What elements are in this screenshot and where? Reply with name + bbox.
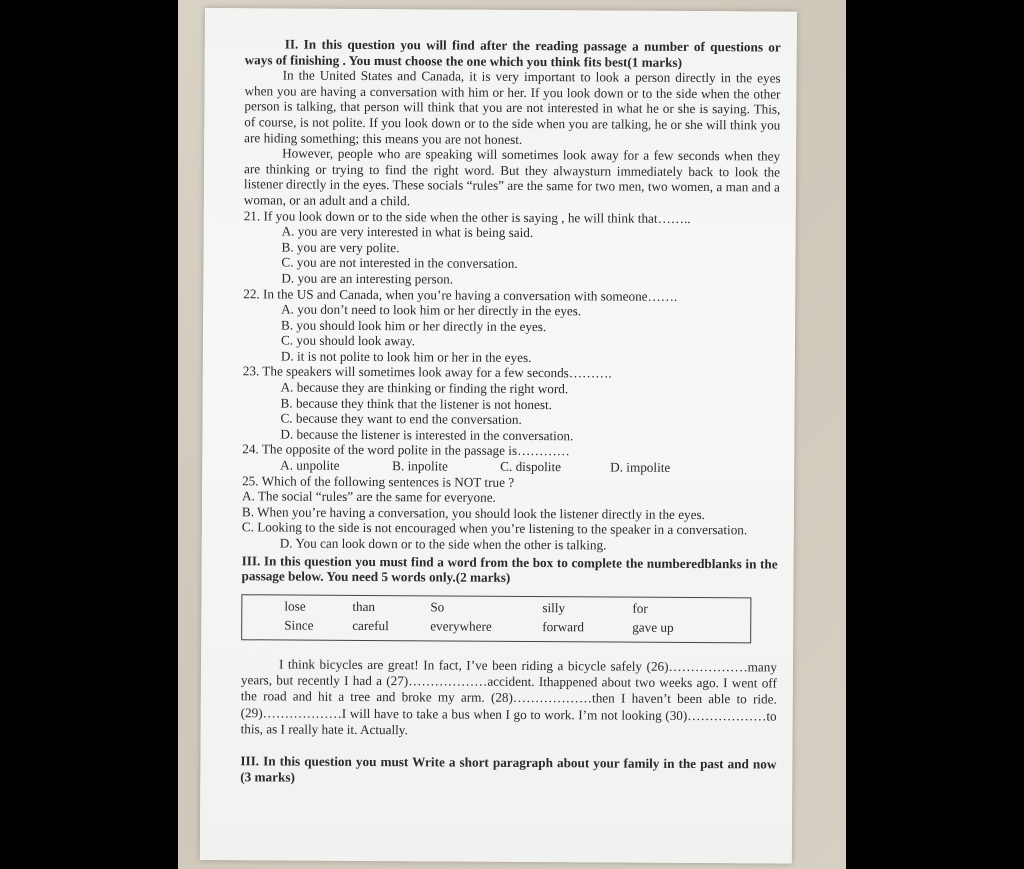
- question-21-stem: 21. If you look down or to the side when the other is saying , he will think that……..: [243, 207, 691, 226]
- question-24-option-b: B. inpolite: [392, 458, 448, 474]
- word-for: for: [632, 601, 648, 617]
- question-25-option-b: B. When you’re having a conversation, you should look the listener directly in the eyes.: [241, 504, 706, 522]
- question-22-stem: 22. In the US and Canada, when you’re having a conversation with someone…….: [243, 285, 678, 304]
- word-silly: silly: [542, 600, 566, 616]
- question-23-option-d: D. because the listener is interested in the conversation.: [280, 426, 574, 444]
- word-so: So: [430, 599, 445, 615]
- word-gave-up: gave up: [632, 620, 674, 636]
- word-since: Since: [284, 617, 314, 634]
- question-23: [242, 364, 778, 445]
- question-21-option-a: A. you are very interested in what is being said.: [281, 223, 534, 241]
- word-careful: careful: [352, 618, 389, 634]
- section2-heading: II. In this question you will find after the reading passage a number of questions or ways of finishing . You must choose the one which you think fits best(1 marks): [244, 36, 781, 70]
- section3-heading: III. In this question you must find a word from the box to complete the numberedblanks in the passage below. You need 5 words only.(2 marks): [241, 552, 778, 586]
- cloze-passage: I think bicycles are great! In fact, I’ve been riding a bicycle safely (26)………………many years, but recently I had a (27)………………accident. Ithappened about two weeks ago. I went off the road and hit a tree and broke my arm. (28)………………then I haven’t been able to ride. (29)………………I will have to take a bus when I go to work. I’m not looking (30)………………to this, as I really hate it. Actually.: [240, 656, 778, 738]
- question-24-option-c: C. dispolite: [500, 458, 562, 475]
- word-lose: lose: [284, 598, 306, 615]
- exam-sheet: [200, 8, 797, 864]
- question-23-stem: 23. The speakers will sometimes look away for a few seconds……….: [242, 363, 612, 381]
- question-23-option-c: C. because they want to end the conversation.: [280, 410, 522, 428]
- question-22: [243, 286, 779, 367]
- question-21-option-c: C. you are not interested in the conversation.: [281, 254, 518, 272]
- question-23-option-b: B. because they think that the listener is not honest.: [280, 395, 553, 412]
- question-25: [242, 473, 778, 554]
- question-21: [243, 208, 779, 289]
- passage-paragraph-2: However, people who are speaking will sometimes look away for a few seconds when they are thinking or trying to find the right word. But they alwaysturn immediately back to look the listener directly in the eyes. These socials “rules” are the same for two men, two women, a man and a woman, or an adult and a child.: [243, 145, 781, 209]
- question-22-option-a: A. you don’t need to look him or her directly in the eyes.: [281, 301, 582, 319]
- question-25-option-d: D. You can look down or to the side when the other is talking.: [279, 535, 607, 553]
- question-24-stem: 24. The opposite of the word polite in the passage is…………: [242, 441, 570, 459]
- question-24-option-a: A. unpolite: [280, 457, 340, 473]
- question-22-option-d: D. it is not polite to look him or her in the eyes.: [280, 348, 532, 365]
- word-forward: forward: [542, 619, 585, 635]
- question-25-option-c: C. Looking to the side is not encouraged when you’re listening to the speaker in a conversation.: [241, 519, 748, 538]
- question-23-option-a: A. because they are thinking or finding the right word.: [280, 379, 569, 397]
- word-everywhere: everywhere: [430, 618, 492, 635]
- question-22-option-c: C. you should look away.: [280, 332, 415, 349]
- question-24-option-d: D. impolite: [610, 459, 671, 475]
- word-box: [241, 594, 751, 643]
- word-box-row-2: [242, 616, 750, 638]
- passage-paragraph-1: In the United States and Canada, it is very important to look a person directly in the eyes when you are having a conversation with him or her. If you look down or to the side when the other person is talking, that person will think that you are not interested in what he or she is saying. This, of course, is not polite. If you look down or to the side when you are talking, he or she will think you are hiding something; this means you are not honest.: [244, 67, 781, 147]
- word-than: than: [352, 599, 376, 615]
- question-21-option-b: B. you are very polite.: [281, 239, 400, 255]
- sheet-content: [240, 36, 781, 788]
- question-22-option-b: B. you should look him or her directly in the eyes.: [281, 317, 547, 334]
- question-25-stem: 25. Which of the following sentences is NOT true ?: [242, 472, 515, 490]
- question-24: [242, 442, 778, 476]
- section4-heading: III. In this question you must Write a short paragraph about your family in the past and now (3 marks): [240, 753, 777, 785]
- question-25-option-a: A. The social “rules” are the same for everyone.: [241, 488, 496, 506]
- question-21-option-d: D. you are an interesting person.: [281, 270, 454, 287]
